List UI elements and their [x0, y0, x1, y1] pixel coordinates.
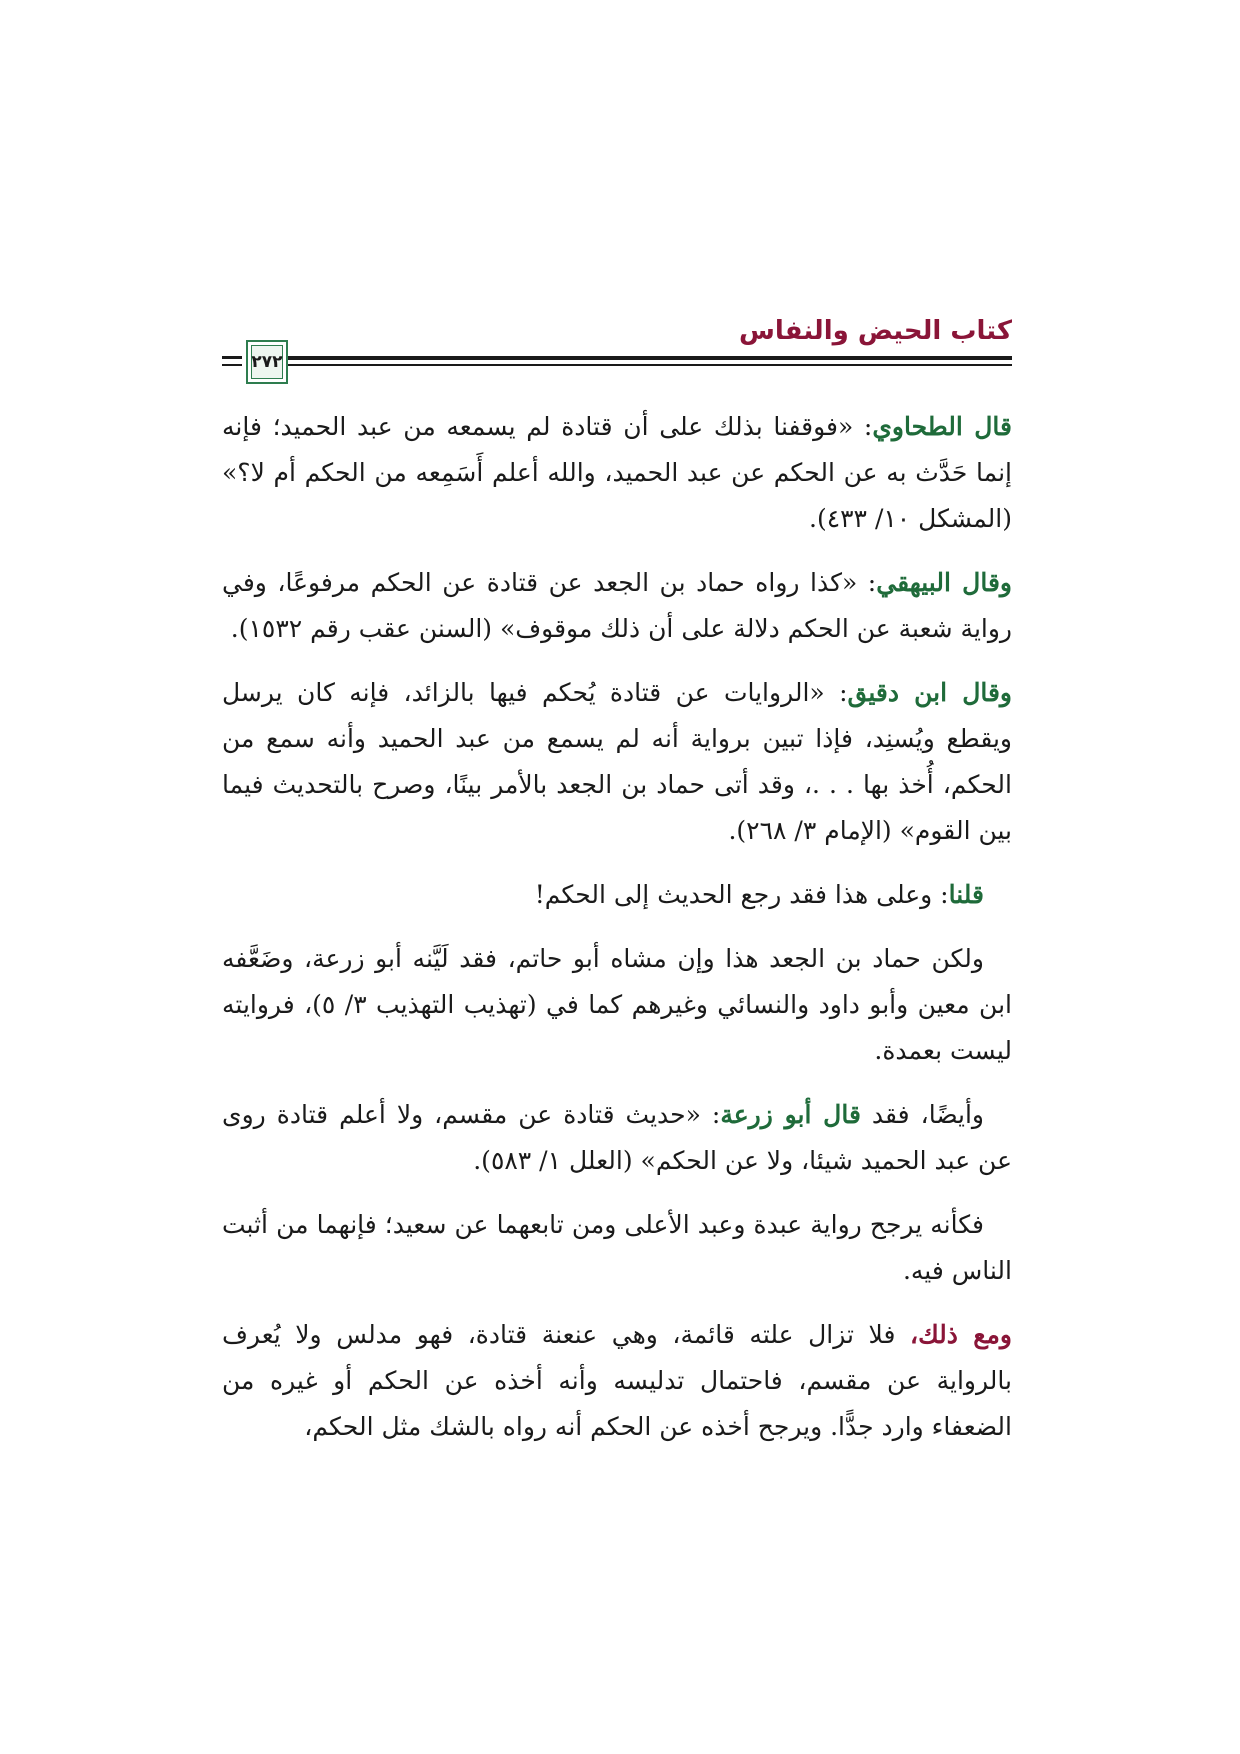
paragraph-text: فكأنه يرجح رواية عبدة وعبد الأعلى ومن تابعهما عن سعيد؛ فإنهما من أثبت الناس فيه.: [222, 1210, 1012, 1285]
page-body: [222, 404, 1012, 1468]
book-title: كتاب الحيض والنفاس: [738, 316, 1012, 346]
speaker-label: قال الطحاوي: [872, 412, 1012, 441]
paragraph-text: فلا تزال علته قائمة، وهي عنعنة قتادة، فهو مدلس ولا يُعرف بالرواية عن مقسم، فاحتمال تدليسه وأنه أخذه عن الحكم أو غيره من الضعفاء وارد جدًّا. ويرجح أخذه عن الحكم أنه رواه بالشك مثل الحكم،: [222, 1320, 1012, 1441]
paragraph-text: : «كذا رواه حماد بن الجعد عن قتادة عن الحكم مرفوعًا، وفي رواية شعبة عن الحكم دلالة على أن ذلك موقوف» (السنن عقب رقم ١٥٣٢).: [222, 568, 1012, 643]
paragraph-qulna: [222, 872, 1012, 918]
paragraph-ma-dhalik: [222, 1312, 1012, 1450]
header-rule-left-thick: [222, 356, 242, 359]
speaker-label: وقال ابن دقيق: [847, 678, 1013, 707]
speaker-label: قال أبو زرعة: [720, 1100, 861, 1129]
speaker-label: قلنا: [948, 880, 984, 909]
paragraph-bayhaqi: [222, 560, 1012, 652]
speaker-label: وقال البيهقي: [876, 568, 1012, 597]
header-rule-left-thin: [222, 364, 242, 366]
paragraph-ibn-daqiq: [222, 670, 1012, 854]
paragraph-text-after: : «حديث قتادة عن مقسم، ولا أعلم قتادة روى عن عبد الحميد شيئا، ولا عن الحكم» (العلل ١/ ٥٨٣).: [222, 1100, 1012, 1175]
paragraph-text: ولكن حماد بن الجعد هذا وإن مشاه أبو حاتم، فقد لَيَّنه أبو زرعة، وضَعَّفه ابن معين وأبو داود والنسائي وغيرهم كما في (تهذيب التهذيب ٣/ ٥)، فروايته ليست بعمدة.: [222, 944, 1012, 1065]
paragraph-tahawi: [222, 404, 1012, 542]
header-rule-thick: [287, 356, 1012, 360]
paragraph-abu-zura: [222, 1092, 1012, 1184]
paragraph-abda: [222, 1202, 1012, 1294]
header-rule-thin: [287, 364, 1012, 366]
paragraph-text: : «الروايات عن قتادة يُحكم فيها بالزائد، فإنه كان يرسل ويقطع ويُسنِد، فإذا تبين برواية أنه لم يسمع من عبد الحميد وأنه سمع من الحكم، أُخذ بها . . .، وقد أتى حماد بن الجعد بالأمر بينًا، وصرح بالتحديث فيما بين القوم» (الإمام ٣/ ٢٦٨).: [222, 678, 1012, 845]
paragraph-hammad: [222, 936, 1012, 1074]
paragraph-text: : وعلى هذا فقد رجع الحديث إلى الحكم!: [534, 880, 949, 909]
page-header: [222, 316, 1012, 388]
paragraph-text-before: وأيضًا، فقد: [860, 1100, 984, 1129]
page-number-badge: ٢٧٢: [246, 340, 288, 384]
paragraph-text: : «فوقفنا بذلك على أن قتادة لم يسمعه من عبد الحميد؛ فإنه إنما حَدَّث به عن الحكم عن عبد الحميد، والله أعلم أَسَمِعه من الحكم أم لا؟» (المشكل ١٠/ ٤٣٣).: [222, 412, 1012, 533]
emphasis-label: ومع ذلك،: [910, 1320, 1012, 1349]
